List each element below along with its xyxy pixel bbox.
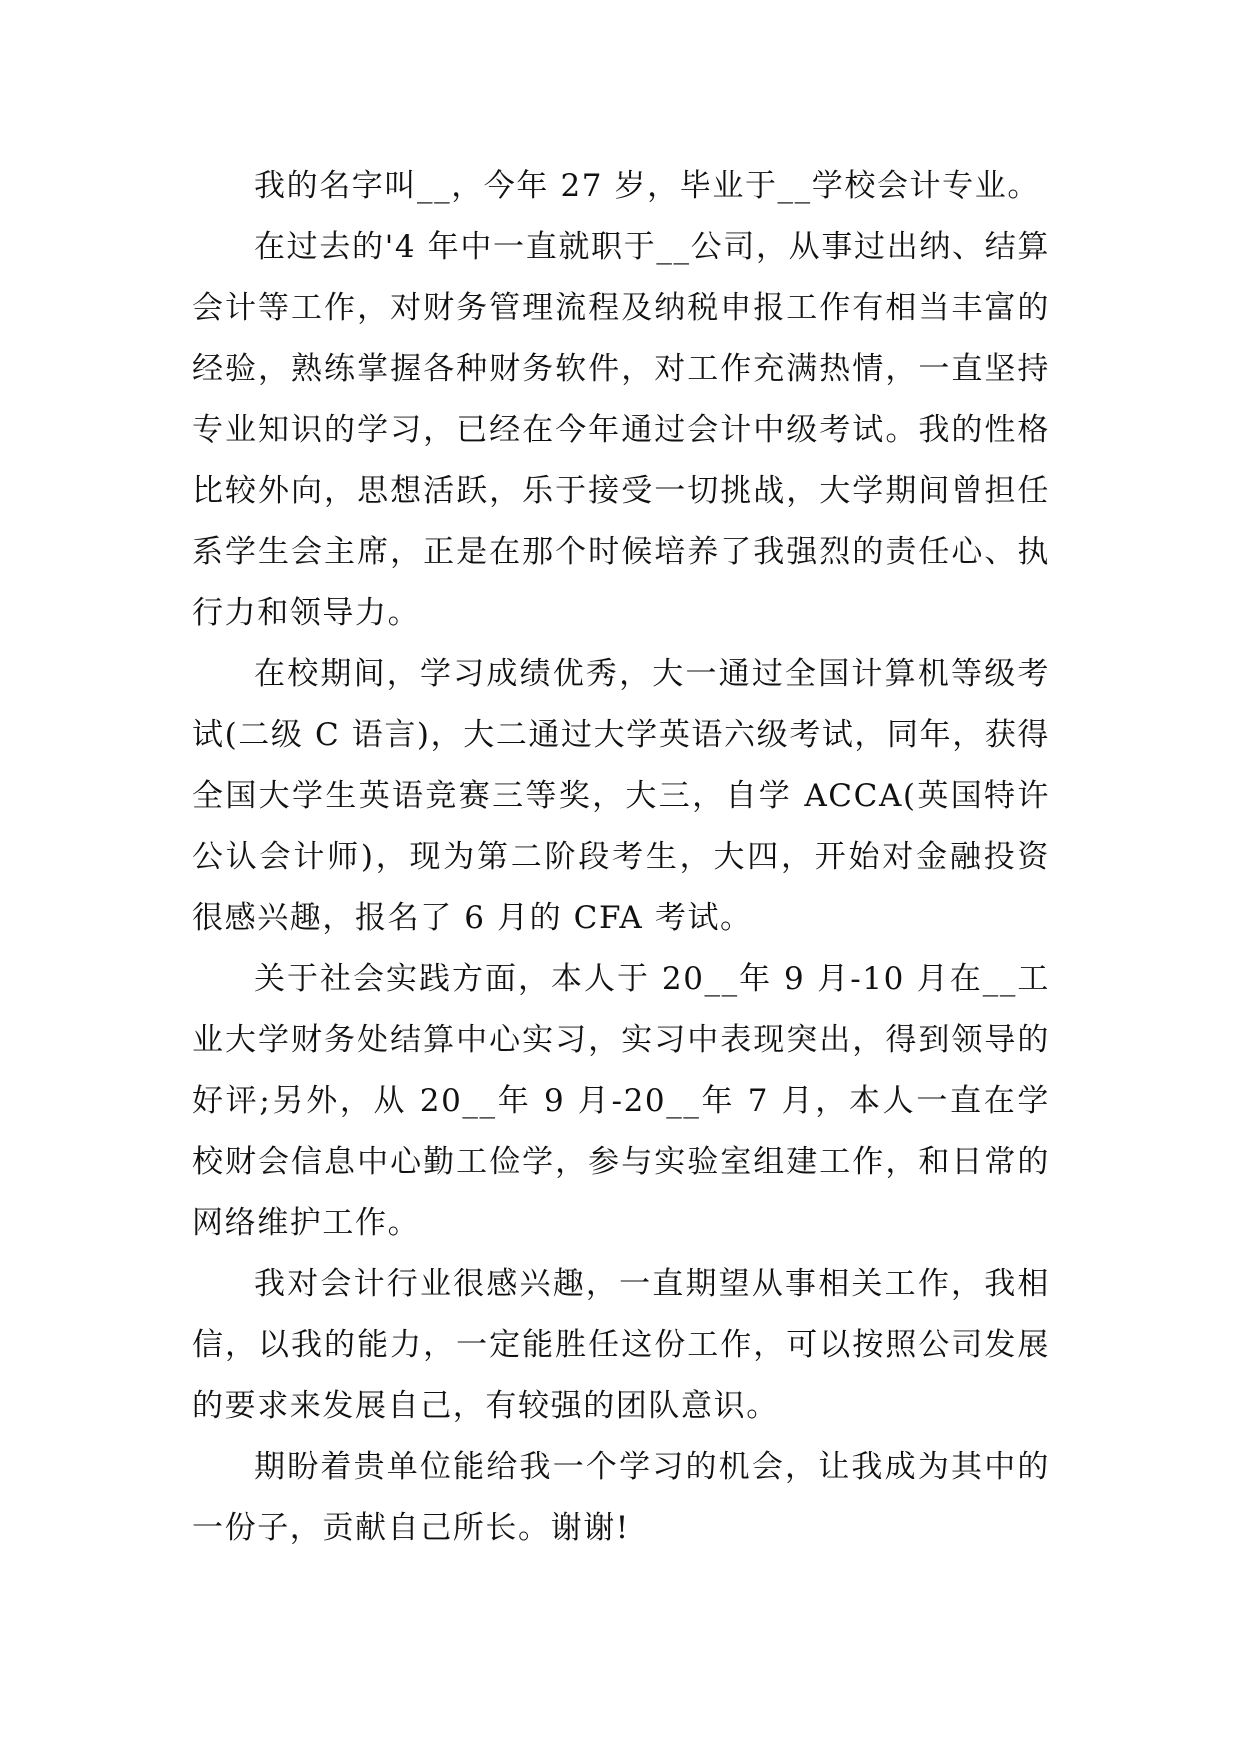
document-body xyxy=(192,156,1050,1559)
paragraph-social-practice: 关于社会实践方面，本人于 20__年 9 月-10 月在__工业大学财务处结算中心实习，实习中表现突出，得到领导的好评;另外，从 20__年 9 月-20__年 7 月，本人一直在学校财会信息中心勤工俭学，参与实验室组建工作，和日常的网络维护工作。 xyxy=(192,961,1050,1241)
paragraph-education: 在校期间，学习成绩优秀，大一通过全国计算机等级考试(二级 C 语言)，大二通过大学英语六级考试，同年，获得全国大学生英语竞赛三等奖，大三，自学 ACCA(英国特许公认会计师)，现为第二阶段考生，大四，开始对金融投资很感兴趣，报名了 6 月的 CFA 考试。 xyxy=(192,656,1051,936)
paragraph-intro: 我的名字叫__，今年 27 岁，毕业于__学校会计专业。 xyxy=(254,168,1040,204)
paragraph-motivation: 我对会计行业很感兴趣，一直期望从事相关工作，我相信，以我的能力，一定能胜任这份工作，可以按照公司发展的要求来发展自己，有较强的团队意识。 xyxy=(192,1266,1050,1424)
paragraph-work-experience: 在过去的'4 年中一直就职于__公司，从事过出纳、结算会计等工作，对财务管理流程及纳税申报工作有相当丰富的经验，熟练掌握各种财务软件，对工作充满热情，一直坚持专业知识的学习，已经在今年通过会计中级考试。我的性格比较外向，思想活跃，乐于接受一切挑战，大学期间曾担任系学生会主席，正是在那个时候培养了我强烈的责任心、执行力和领导力。 xyxy=(192,229,1050,631)
paragraph-closing: 期盼着贵单位能给我一个学习的机会，让我成为其中的一份子，贡献自己所长。谢谢! xyxy=(192,1449,1050,1546)
